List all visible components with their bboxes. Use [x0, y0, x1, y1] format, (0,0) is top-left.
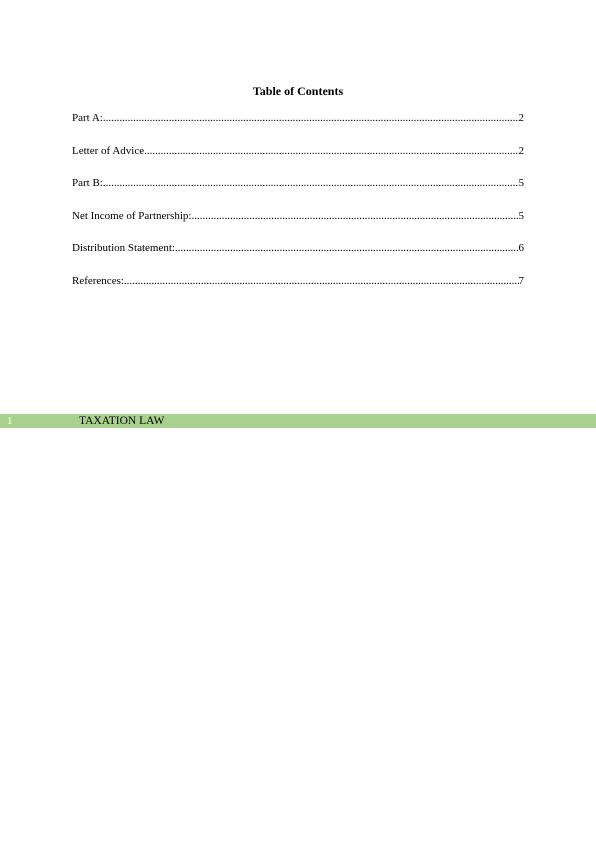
toc-entry-page: 5 [518, 209, 524, 222]
toc-entry-label: References: [72, 274, 124, 287]
footer-bar [0, 414, 596, 428]
toc-dot-leader [124, 273, 519, 289]
toc-entry-label: Part B: [72, 177, 103, 190]
toc-dot-leader [144, 143, 518, 159]
toc-entry-label: Part A: [72, 112, 103, 124]
toc-dot-leader [103, 175, 519, 191]
toc-dot-leader [103, 110, 519, 126]
toc-entry-label: Net Income of Partnership: [72, 209, 192, 222]
toc-entry-label: Letter of Advice [72, 144, 145, 157]
toc-entry-distribution-statement[interactable] [72, 240, 524, 256]
toc-list [72, 110, 524, 306]
toc-entry-net-income[interactable] [72, 208, 524, 224]
toc-entry-page: 5 [518, 177, 524, 190]
toc-title: Table of Contents [252, 84, 344, 98]
toc-entry-page: 7 [518, 274, 524, 287]
footer-title: TAXATION LAW [79, 415, 165, 427]
toc-entry-part-a[interactable] [72, 110, 524, 126]
toc-entry-label: Distribution Statement: [72, 242, 175, 255]
toc-entry-letter-of-advice[interactable] [72, 143, 524, 159]
toc-entry-page: 2 [518, 112, 524, 124]
toc-entry-page: 6 [518, 242, 524, 255]
toc-entry-references[interactable] [72, 273, 524, 289]
toc-entry-page: 2 [518, 144, 524, 157]
toc-dot-leader [191, 208, 518, 224]
toc-dot-leader [175, 240, 519, 256]
toc-entry-part-b[interactable] [72, 175, 524, 191]
footer-page-number: 1 [7, 415, 13, 427]
